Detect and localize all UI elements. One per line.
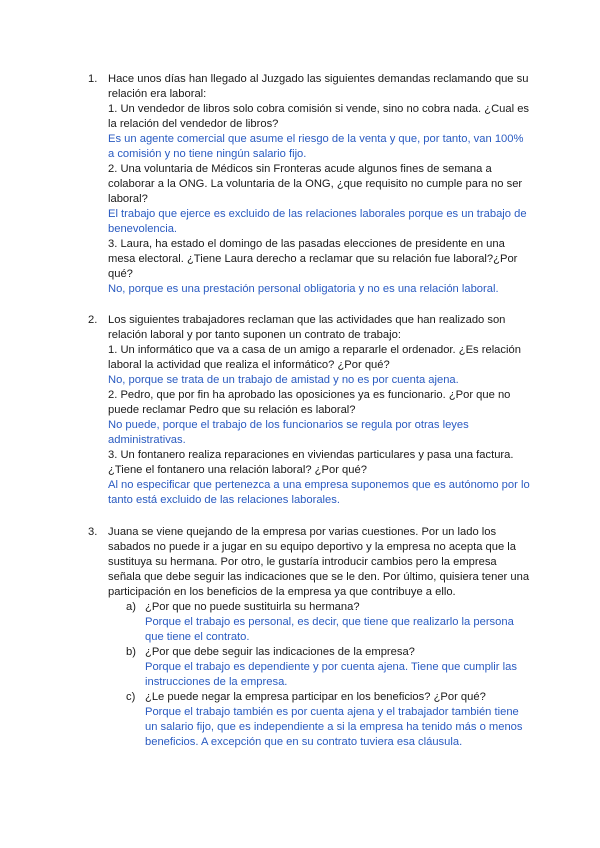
question-1 bbox=[88, 72, 532, 297]
item-text: 3. Laura, ha estado el domingo de las pasadas elecciones de presidente en una mesa electoral. ¿Tiene Laura derecho a reclamar que su relación fue laboral?¿Por qué? bbox=[108, 238, 518, 280]
item-answer: Es un agente comercial que asume el riesgo de la venta y que, por tanto, van 100% a comisión y no tiene ningún salario fijo. bbox=[108, 133, 524, 160]
sub-question-c bbox=[126, 690, 532, 750]
item-answer: El trabajo que ejerce es excluido de las relaciones laborales porque es un trabajo de benevolencia. bbox=[108, 208, 527, 235]
item-answer: Al no especificar que pertenezca a una empresa suponemos que es autónomo por lo tanto está excluido de las relaciones laborales. bbox=[108, 479, 530, 506]
item-text: 1. Un vendedor de libros solo cobra comisión si vende, sino no cobra nada. ¿Cual es la relación del vendedor de libros? bbox=[108, 103, 530, 130]
item-text: ¿Por que debe seguir las indicaciones de la empresa? bbox=[145, 646, 415, 658]
item-answer: Porque el trabajo es dependiente y por cuenta ajena. Tiene que cumplir las instrucciones de la empresa. bbox=[145, 661, 517, 688]
item-text: 2. Una voluntaria de Médicos sin Fronteras acude algunos fines de semana a colaborar a la ONG. La voluntaria de la ONG, ¿que requisito no cumple para no ser laboral? bbox=[108, 163, 523, 205]
item-answer: Porque el trabajo es personal, es decir, que tiene que realizarlo la persona que tiene el contrato. bbox=[145, 616, 514, 643]
item-text: 3. Un fontanero realiza reparaciones en viviendas particulares y pasa una factura. ¿Tiene el fontanero una relación laboral? ¿Por qué? bbox=[108, 449, 514, 476]
item-answer: Porque el trabajo también es por cuenta ajena y el trabajador también tiene un salario fijo, que es independiente a si la empresa ha tenido más o menos beneficios. A excepción que en su contrato tuviera esa cláusula. bbox=[145, 706, 523, 748]
sub-question-label: b) bbox=[126, 646, 136, 658]
item-text: ¿Le puede negar la empresa participar en los beneficios? ¿Por qué? bbox=[145, 691, 486, 703]
sub-question-a bbox=[126, 600, 532, 645]
item-text: 2. Pedro, que por fin ha aprobado las oposiciones ya es funcionario. ¿Por que no puede reclamar Pedro que su relación es laboral? bbox=[108, 389, 511, 416]
question-number: 1. bbox=[88, 73, 98, 85]
question-3 bbox=[88, 525, 532, 750]
question-2 bbox=[88, 313, 532, 508]
question-intro: Juana se viene quejando de la empresa por varias cuestiones. Por un lado los sabados no puede ir a jugar en su equipo deportivo y la empresa no acepta que la sustituya su hermana. Por otro, le gustaría introducir cambios pero la empresa señala que debe seguir las indicaciones que se le den. Por último, quisiera tener una participación en los beneficios de la empresa ya que contribuye a ello. bbox=[108, 526, 530, 598]
question-number: 3. bbox=[88, 526, 98, 538]
item-answer: No, porque es una prestación personal obligatoria y no es una relación laboral. bbox=[108, 283, 499, 295]
item-answer: No puede, porque el trabajo de los funcionarios se regula por otras leyes administrativas. bbox=[108, 419, 469, 446]
question-intro: Hace unos días han llegado al Juzgado las siguientes demandas reclamando que su relación era laboral: bbox=[108, 73, 529, 100]
sub-question-label: c) bbox=[126, 691, 136, 703]
question-intro: Los siguientes trabajadores reclaman que las actividades que han realizado son relación laboral y por tanto suponen un contrato de trabajo: bbox=[108, 314, 506, 341]
sub-question-label: a) bbox=[126, 601, 136, 613]
sub-question-b bbox=[126, 645, 532, 690]
item-answer: No, porque se trata de un trabajo de amistad y no es por cuenta ajena. bbox=[108, 374, 459, 386]
item-text: 1. Un informático que va a casa de un amigo a repararle el ordenador. ¿Es relación laboral la actividad que realiza el informático? ¿Por qué? bbox=[108, 344, 521, 371]
question-number: 2. bbox=[88, 314, 98, 326]
item-text: ¿Por que no puede sustituirla su hermana? bbox=[145, 601, 360, 613]
